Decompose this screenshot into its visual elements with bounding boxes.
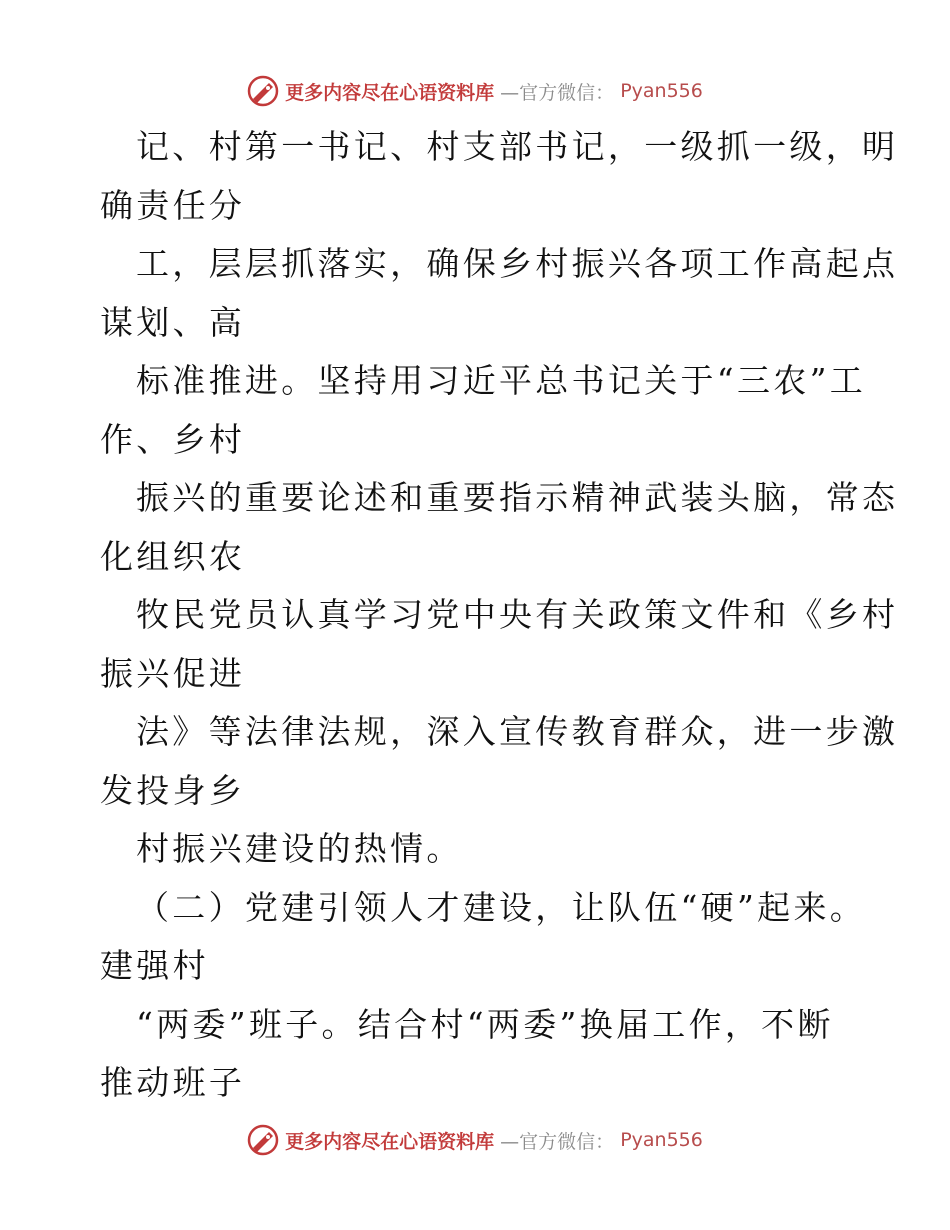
text-line: 化组织农 [100,536,246,576]
watermark-main-text: 更多内容尽在心语资料库 [285,1130,495,1153]
text-line: 记、村第一书记、村支部书记，一级抓一级，明 [136,127,899,166]
text-line: “两委”班子。结合村“两委”换届工作，不断 [136,1004,834,1044]
section-heading-line: （二）党建引领人才建设，让队伍“硬”起来。 [136,887,867,927]
pen-logo-icon [247,1124,279,1156]
text-line: 作、乡村 [100,419,246,459]
text-line: 谋划、高 [100,302,246,342]
text-line: 发投身乡 [100,770,246,810]
text-line: 标准推进。坚持用习近平总书记关于“三农”工 [136,361,867,400]
watermark-main-text: 更多内容尽在心语资料库 [285,81,495,104]
watermark-sub-text: —官方微信： [500,1130,615,1153]
footer-watermark [0,1120,950,1160]
text-line: 振兴促进 [100,653,246,693]
text-line: 建强村 [100,946,209,985]
document-body [100,118,899,1113]
text-line: 振兴的重要论述和重要指示精神武装头脑，常态 [136,478,899,517]
text-line: 牧民党员认真学习党中央有关政策文件和《乡村 [136,595,899,634]
text-line: 确责任分 [100,185,246,225]
watermark-id-text: Pyan556 [620,1129,703,1151]
text-line: 推动班子 [100,1063,246,1102]
watermark-sub-text: —官方微信： [500,81,615,104]
text-line: 村振兴建设的热情。 [136,829,463,868]
text-line: 法》等法律法规，深入宣传教育群众，进一步激 [136,712,899,751]
header-watermark [0,71,950,111]
watermark-id-text: Pyan556 [620,80,703,102]
pen-logo-icon [247,75,279,107]
text-line: 工，层层抓落实，确保乡村振兴各项工作高起点 [136,244,899,283]
